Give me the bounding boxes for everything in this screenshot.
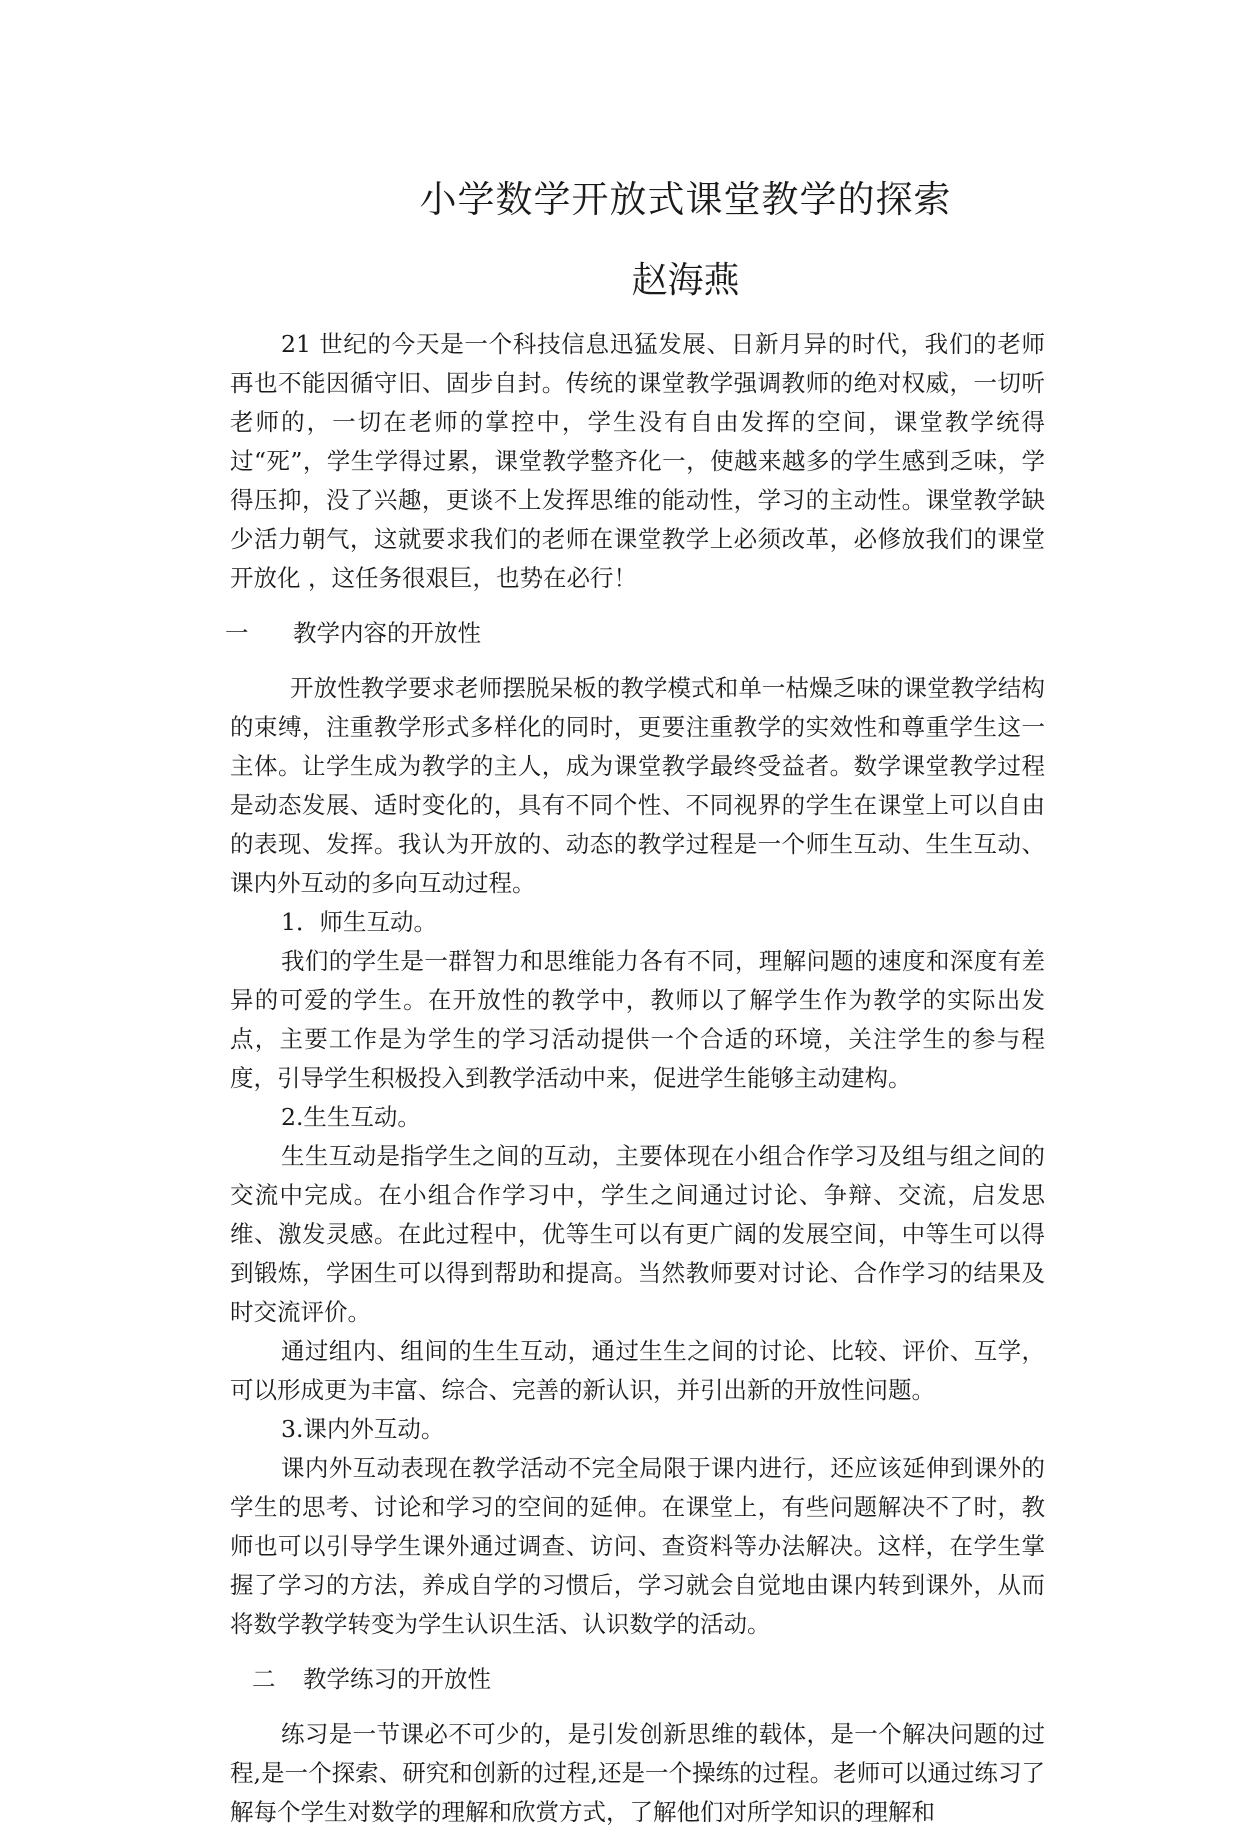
document-author: 赵海燕 [631,260,740,301]
section-1-title: 教学内容的开放性 [293,619,481,647]
section-2-heading [230,1660,1045,1699]
item-2-paragraph-1: 生生互动是指学生之间的互动，主要体现在小组合作学习及组与组之间的交流中完成。在小组合作学习中，学生之间通过讨论、争辩、交流，启发思维、激发灵感。在此过程中，优等生可以有更广阔的发展空间，中等生可以得到锻炼，学困生可以得到帮助和提高。当然教师要对讨论、合作学习的结果及时交流评价。 [230,1142,1045,1326]
section-1-number: 一 [225,619,249,647]
document-body [225,325,1045,1832]
section-1-paragraph: 开放性教学要求老师摆脱呆板的教学模式和单一枯燥乏味的课堂教学结构的束缚，注重教学形式多样化的同时，更要注重教学的实效性和尊重学生这一主体。让学生成为教学的主人，成为课堂教学最终受益者。数学课堂教学过程是动态发展、适时变化的，具有不同个性、不同视界的学生在课堂上可以自由的表现、发挥。我认为开放的、动态的教学过程是一个师生互动、生生互动、课内外互动的多向互动过程。 [230,674,1045,897]
intro-paragraph: 21 世纪的今天是一个科技信息迅猛发展、日新月异的时代，我们的老师再也不能因循守旧、固步自封。传统的课堂教学强调教师的绝对权威，一切听老师的，一切在老师的掌控中，学生没有自由发挥的空间，课堂教学统得过“死”，学生学得过累，课堂教学整齐化一，使越来越多的学生感到乏味，学得压抑，没了兴趣，更谈不上发挥思维的能动性，学习的主动性。课堂教学缺少活力朝气，这就要求我们的老师在课堂教学上必须改革，必修放我们的课堂开放化 ，这任务很艰巨，也势在必行！ [230,330,1045,592]
document-title: 小学数学开放式课堂教学的探索 [419,178,952,221]
section-1-heading [225,614,1045,653]
section-2-title: 教学练习的开放性 [303,1665,491,1693]
item-1-paragraph: 我们的学生是一群智力和思维能力各有不同，理解问题的速度和深度有差异的可爱的学生。在开放性的教学中，教师以了解学生作为教学的实际出发点，主要工作是为学生的学习活动提供一个合适的环境，关注学生的参与程度，引导学生积极投入到教学活动中来，促进学生能够主动建构。 [230,947,1045,1092]
section-2-number: 二 [252,1665,276,1693]
item-2-paragraph-2: 通过组内、组间的生生互动，通过生生之间的讨论、比较、评价、互学，可以形成更为丰富、综合、完善的新认识，并引出新的开放性问题。 [230,1337,1045,1404]
item-2-title: 2.生生互动。 [281,1103,421,1131]
item-1-title: 1．师生互动。 [281,908,437,936]
item-3-title: 3.课内外互动。 [281,1415,445,1443]
section-2-paragraph: 练习是一节课必不可少的，是引发创新思维的载体，是一个解决问题的过程,是一个探索、研究和创新的过程,还是一个操练的过程。老师可以通过练习了解每个学生对数学的理解和欣赏方式，了解他们对所学知识的理解和 [230,1720,1045,1826]
item-3-paragraph: 课内外互动表现在教学活动不完全局限于课内进行，还应该延伸到课外的学生的思考、讨论和学习的空间的延伸。在课堂上，有些问题解决不了时，教师也可以引导学生课外通过调查、访问、查资料等办法解决。这样，在学生掌握了学习的方法，养成自学的习惯后，学习就会自觉地由课内转到课外，从而将数学教学转变为学生认识生活、认识数学的活动。 [230,1454,1045,1638]
